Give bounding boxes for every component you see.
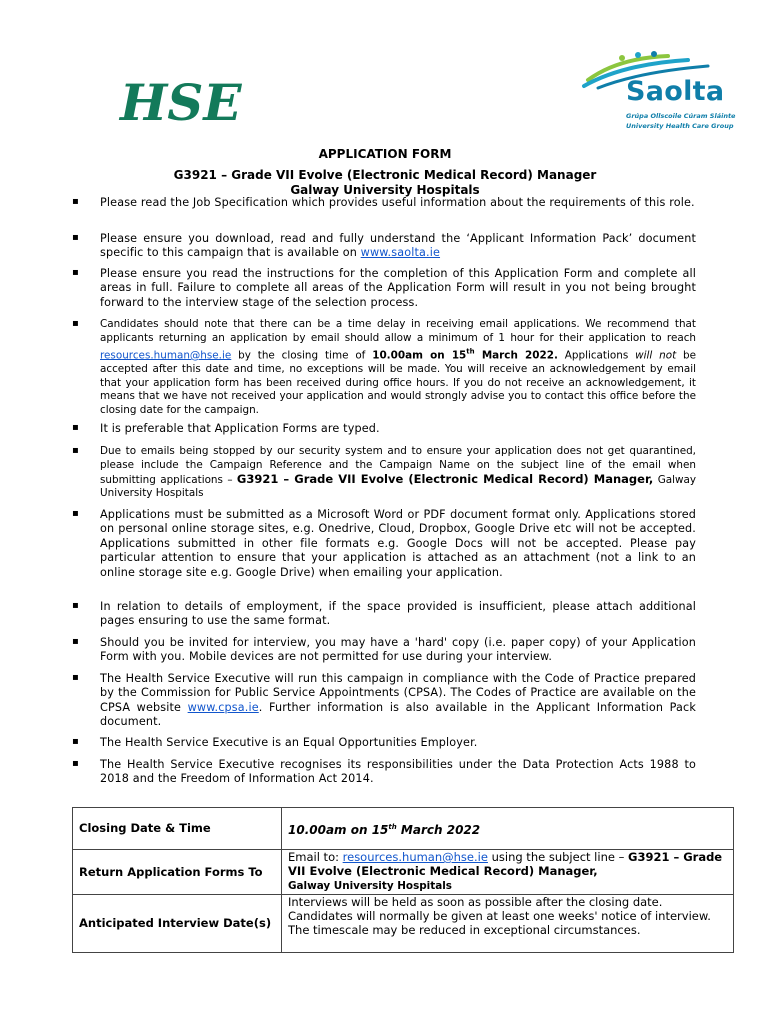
bullet-text: Candidates should note that there can be a time delay in receiving email applications. We recommend that applicants returning an application by email should allow a minimum of 1 hour for their application to reach resources.human@hse.ie by the closing time of 10.00am on 15th March 2022. Applications will not be accepted after this date and time, no exceptions will be made. You will receive an acknowledgement by email that your application form has been received during office hours. If you do not receive an acknowledgement, it means that we have not received your application and would strongly advise you to contact this office before the closing date for the campaign. bbox=[100, 318, 697, 417]
form-title: APPLICATION FORM bbox=[318, 147, 452, 161]
hse-logo-text: HSE bbox=[120, 73, 242, 132]
bullet-text: Please ensure you download, read and fully understand the ‘Applicant Information Pack’ document specific to this campaign that is available on www.saolta.ie bbox=[100, 232, 696, 260]
bullet-marker: ▪ bbox=[72, 196, 79, 207]
bullet-text: The Health Service Executive recognises its responsibilities under the Data Protection Acts 1988 to 2018 and the Freedom of Information Act 2014. bbox=[100, 758, 696, 786]
bullet-text: Should you be invited for interview, you may have a 'hard' copy (i.e. paper copy) of your Application Form with you. Mobile devices are not permitted for use during your interview. bbox=[100, 636, 696, 664]
bullet-marker: ▪ bbox=[72, 422, 79, 433]
bullet-text: Please read the Job Specification which provides useful information about the requirements of this role. bbox=[100, 196, 695, 209]
bullet-text: It is preferable that Application Forms are typed. bbox=[100, 422, 380, 435]
saolta-subtitle-english: University Health Care Group bbox=[626, 122, 734, 130]
saolta-subtitle-irish: Grúpa Ollscoile Cúram Sláinte bbox=[626, 112, 736, 120]
saolta-logo bbox=[578, 50, 738, 140]
return-email-link[interactable]: resources.human@hse.ie bbox=[342, 850, 488, 864]
saolta-name: Saolta bbox=[626, 76, 725, 107]
bullet-marker: ▪ bbox=[72, 600, 79, 611]
hse-logo bbox=[118, 70, 242, 132]
bullet-marker: ▪ bbox=[72, 232, 79, 243]
closing-date-value: 10.00am on 15th March 2022 bbox=[282, 808, 734, 850]
interview-date-label: Anticipated Interview Date(s) bbox=[73, 894, 282, 952]
table-row bbox=[73, 894, 734, 952]
bullet-marker: ▪ bbox=[72, 636, 79, 647]
bullet-text: The Health Service Executive is an Equal Opportunities Employer. bbox=[100, 736, 478, 749]
cpsa-link[interactable]: www.cpsa.ie bbox=[187, 700, 259, 714]
email-link[interactable]: resources.human@hse.ie bbox=[100, 349, 232, 362]
bullet-marker: ▪ bbox=[72, 758, 79, 769]
return-forms-value: Email to: resources.human@hse.ie using the subject line – G3921 – Grade VII Evolve (Electronic Medical Record) Manager, Galway University Hospitals bbox=[282, 850, 734, 895]
bullet-marker: ▪ bbox=[72, 318, 79, 329]
closing-date-label: Closing Date & Time bbox=[73, 808, 282, 850]
bullet-text: Please ensure you read the instructions for the completion of this Application Form and complete all areas in full. Failure to complete all areas of the Application Form will result in you not being brought forward to the interview stage of the selection process. bbox=[100, 267, 696, 309]
bullet-marker: ▪ bbox=[72, 508, 79, 519]
job-location: Galway University Hospitals bbox=[290, 183, 480, 197]
bullet-marker: ▪ bbox=[72, 267, 79, 278]
bullet-text: Due to emails being stopped by our security system and to ensure your application does not get quarantined, please include the Campaign Reference and the Campaign Name on the subject line of the email when submitting applications – G3921 – Grade VII Evolve (Electronic Medical Record) Manager, Galway University Hospitals bbox=[100, 445, 697, 500]
return-forms-label: Return Application Forms To bbox=[73, 850, 282, 895]
bullet-text: In relation to details of employment, if the space provided is insufficient, please attach additional pages ensuring to use the same format. bbox=[100, 600, 696, 628]
saolta-link[interactable]: www.saolta.ie bbox=[360, 246, 441, 260]
bullet-marker: ▪ bbox=[72, 736, 79, 747]
job-title: G3921 – Grade VII Evolve (Electronic Medical Record) Manager bbox=[173, 168, 597, 182]
details-table bbox=[72, 807, 734, 953]
table-row bbox=[73, 808, 734, 850]
bullet-marker: ▪ bbox=[72, 672, 79, 683]
bullet-text: Applications must be submitted as a Microsoft Word or PDF document format only. Applications stored on personal online storage sites, e.g. Onedrive, Cloud, Dropbox, Google Drive etc will not be accepted. Applications submitted in other file formats e.g. Google Docs will not be accepted. Please pay particular attention to ensure that your application is attached as an attachment (not a link to an online storage site e.g. Google Drive) when emailing your application. bbox=[100, 508, 696, 579]
bullet-marker: ▪ bbox=[72, 445, 79, 456]
bullet-text: The Health Service Executive will run this campaign in compliance with the Code of Practice prepared by the Commission for Public Service Appointments (CPSA). The Codes of Practice are available on the CPSA website www.cpsa.ie. Further information is also available in the Applicant Information Pack document. bbox=[100, 672, 696, 729]
table-row bbox=[73, 850, 734, 895]
interview-date-value: Interviews will be held as soon as possible after the closing date. Candidates will normally be given at least one weeks' notice of interview. The timescale may be reduced in exceptional circumstances. bbox=[282, 894, 734, 952]
